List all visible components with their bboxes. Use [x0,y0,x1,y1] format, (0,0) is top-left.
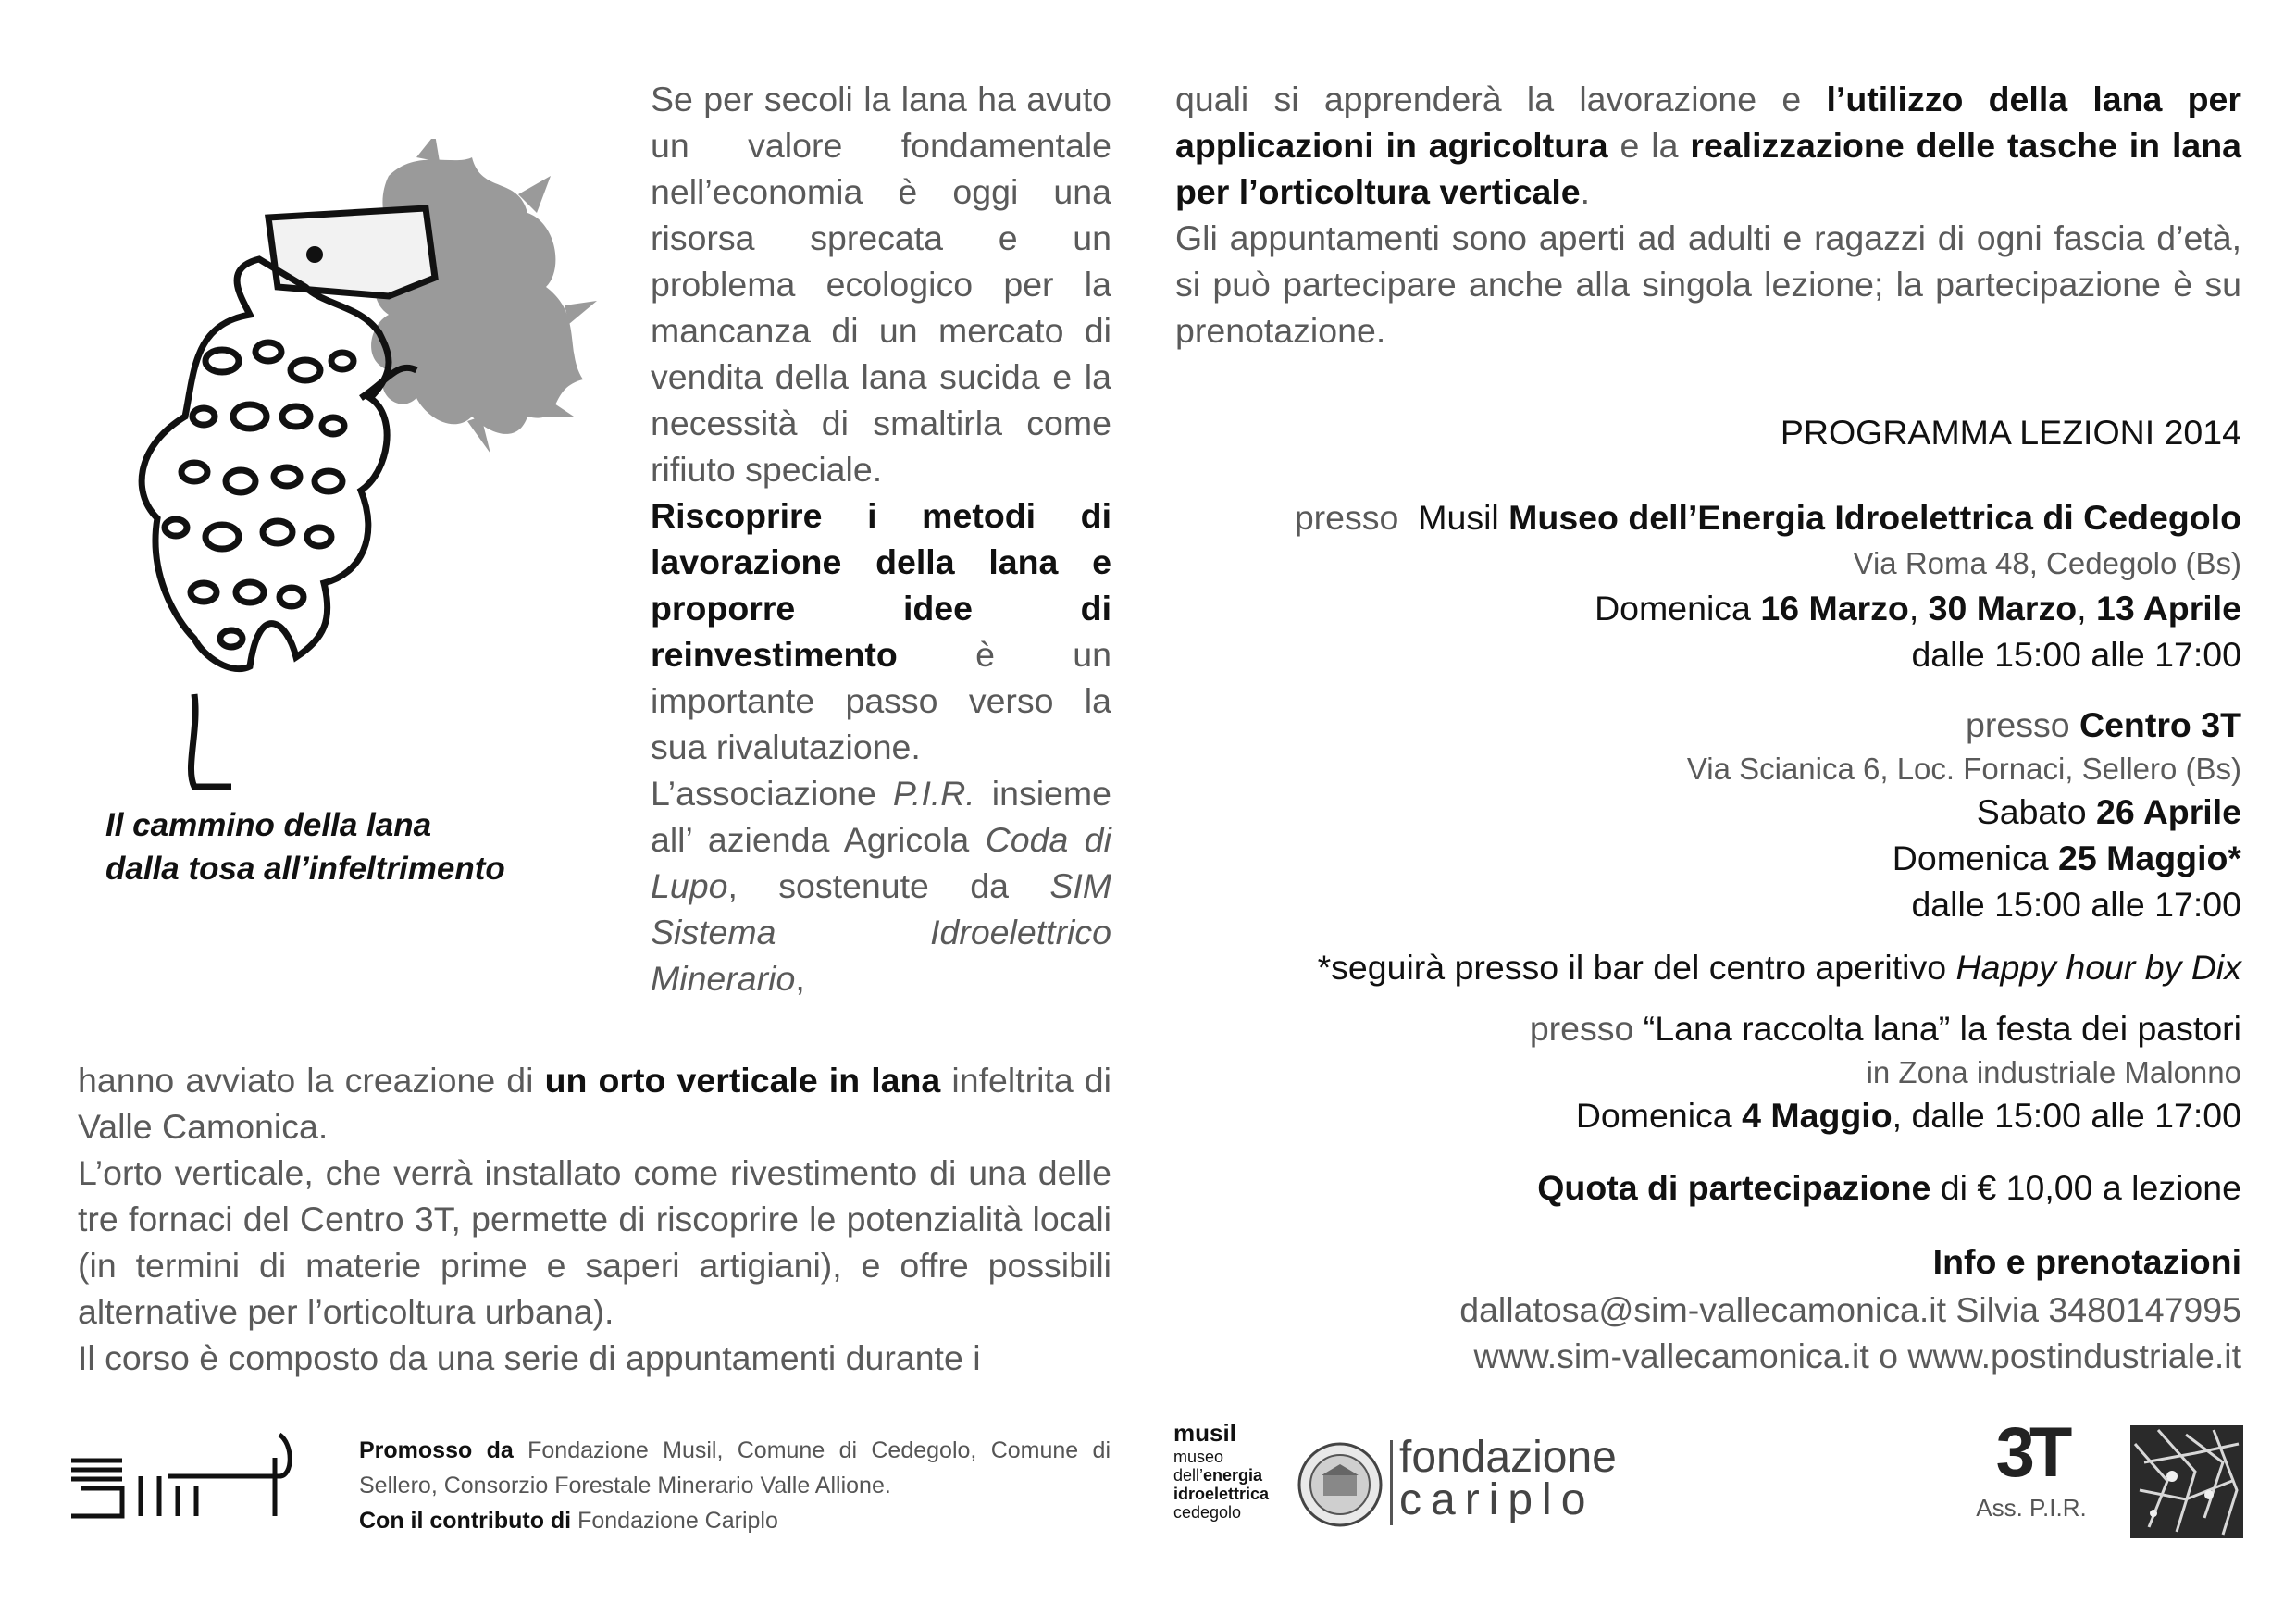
right-column-top [1175,76,2241,354]
venue-1-name: Museo dell’Energia Idroelettrica di Cedegolo [1508,498,2241,537]
promoted-by [359,1433,1111,1538]
musil-line: museo [1173,1448,1224,1466]
text-fragment: infeltrita di Valle Camonica. [78,1061,1111,1146]
text-fragment: . [1580,172,1591,211]
pir-label: Ass. P.I.R. [1976,1494,2087,1522]
day-label: Sabato [1976,792,2096,831]
musil-line: cedegolo [1173,1503,1242,1522]
left-column-top [651,76,1111,1001]
sim-name: SIM Sistema Idroelettrico Minerario [651,866,1111,998]
presso-label: presso [1966,705,2070,744]
date-2: 30 Marzo [1928,589,2078,628]
cariplo-wordmark [1399,1433,1617,1524]
venue-3-address: in Zona industriale Malonno [1866,1055,2241,1089]
date-2: 25 Maggio* [2058,839,2241,877]
sim-logo [67,1425,293,1527]
highlight-vertical-garden: un orto verticale in lana [544,1061,941,1100]
illustration-caption [105,803,505,890]
date-1: 4 Maggio [1742,1096,1893,1135]
text-fragment: quali si apprenderà la lavorazione e [1175,80,1827,118]
text-fragment: e la [1607,126,1691,165]
cariplo-line-1: fondazione [1399,1433,1617,1482]
venue-3-name: “Lana raccolta lana” la festa dei pastori [1643,1009,2241,1048]
venue-1-time: dalle 15:00 alle 17:00 [1911,635,2241,674]
intro-paragraph: Se per secoli la lana ha avuto un valore fondamentale nell’economia è oggi una risorsa sprecata e un problema ecologico per la mancanza di un mercato di vendita della lana sucida e la necessità di smaltirla come rifiuto speciale. [651,80,1111,489]
presso-label: presso [1294,498,1399,537]
musil-wordmark: musil [1173,1419,1236,1447]
caption-line-1: Il cammino della lana [105,807,432,843]
happy-hour-name: Happy hour by Dix [1955,948,2241,987]
text-fragment: hanno avviato la creazione di [78,1061,545,1100]
text-fragment: insieme all’ azienda Agricola [651,774,1111,859]
info-title: Info e prenotazioni [1932,1242,2241,1281]
day-label: Domenica [1892,839,2059,877]
venue-1-line [1295,498,2241,538]
venue-3-line [1530,1009,2241,1049]
date-3: 13 Aprile [2095,589,2241,628]
wool-texture-image [2130,1425,2243,1538]
left-column-bottom [78,1057,1111,1381]
highlight-pockets: realizzazione delle tasche in lana per l’orticoltura verticale [1175,126,2241,211]
highlight-rediscover: Riscoprire i metodi di lavorazione della lana e proporre idee di reinvestimento [651,496,1111,674]
contribution-text: Fondazione Cariplo [571,1508,778,1534]
separator: , [1908,589,1929,628]
cariplo-divider [1390,1440,1393,1525]
promo-label: Promosso da [359,1437,514,1463]
musil-logo [1173,1419,1270,1522]
sheep-illustration [83,139,602,805]
paragraph-audience: Gli appuntamenti sono aperti ad adulti e ragazzi di ogni fascia d’età, si può partecipare anche alla singola lezione; la partecipazione è su prenotazione. [1175,218,2241,350]
promo-text: Fondazione Musil, Comune di Cedegolo, Comune di Sellero, Consorzio Forestale Minerario Valle Allione. [359,1437,1111,1498]
date-1: 16 Marzo [1760,589,1909,628]
aperitivo-note [1318,948,2241,988]
musil-line-bold: energia [1203,1466,1263,1485]
day-label: Domenica [1595,589,1761,628]
paragraph-vertical-garden: L’orto verticale, che verrà installato come rivestimento di una delle tre fornaci del Centro 3T, permette di riscoprire le potenzialità locali (in termini di materie prime e saperi artigiani), e offre possibili alternative per l’orticoltura urbana). [78,1153,1111,1331]
separator: , [2077,589,2096,628]
venue-2-time: dalle 15:00 alle 17:00 [1911,885,2241,924]
musil-line: dell’ [1173,1466,1204,1485]
venue-2-date-1 [1977,792,2241,832]
quota-label: Quota di partecipazione [1537,1168,1931,1207]
caption-line-2: dalla tosa all’infeltrimento [105,851,505,887]
venue-2-line [1966,705,2241,745]
info-email[interactable]: dallatosa@sim-vallecamonica.it Silvia 3480147995 [1459,1290,2241,1329]
paragraph-course: Il corso è composto da una serie di appuntamenti durante i [78,1338,981,1377]
pir-name: P.I.R. [892,774,975,813]
time-text: , dalle 15:00 alle 17:00 [1892,1096,2241,1135]
musil-label: Musil [1418,498,1499,537]
three-t-mark: 3T [1995,1413,2067,1492]
paragraph-2-rest: è un importante passo verso la sua rivalutazione. [651,635,1111,766]
highlight-agriculture: l’utilizzo della lana per applicazioni in agricoltura [1175,80,2241,165]
text-fragment: L’associazione [651,774,893,813]
venue-2-address: Via Scianica 6, Loc. Fornaci, Sellero (Bs) [1686,752,2241,786]
programma-heading: PROGRAMMA LEZIONI 2014 [1780,413,2241,452]
three-t-logo [1971,1413,2091,1523]
date-1: 26 Aprile [2095,792,2241,831]
text-fragment: , [795,959,805,998]
info-web[interactable]: www.sim-vallecamonica.it o www.postindustriale.it [1473,1337,2241,1375]
venue-1-address: Via Roma 48, Cedegolo (Bs) [1853,546,2241,580]
quota-value: di € 10,00 a lezione [1930,1168,2241,1207]
quota-line [1537,1168,2241,1208]
cariplo-seal-icon [1296,1440,1384,1529]
coda-di-lupo-name: Coda di Lupo [651,820,1111,905]
note-text: *seguirà presso il bar del centro aperitivo [1317,948,1956,987]
venue-1-dates [1595,589,2241,628]
venue-2-date-2 [1893,839,2241,878]
text-fragment: , sostenute da [727,866,1050,905]
presso-label: presso [1529,1009,1634,1048]
venue-2-name: Centro 3T [2079,705,2241,744]
day-label: Domenica [1575,1096,1743,1135]
musil-line-bold: idroelettrica [1173,1485,1270,1503]
venue-3-date [1576,1096,2241,1136]
cariplo-line-2: cariplo [1399,1475,1595,1524]
contribution-label: Con il contributo di [359,1508,572,1534]
